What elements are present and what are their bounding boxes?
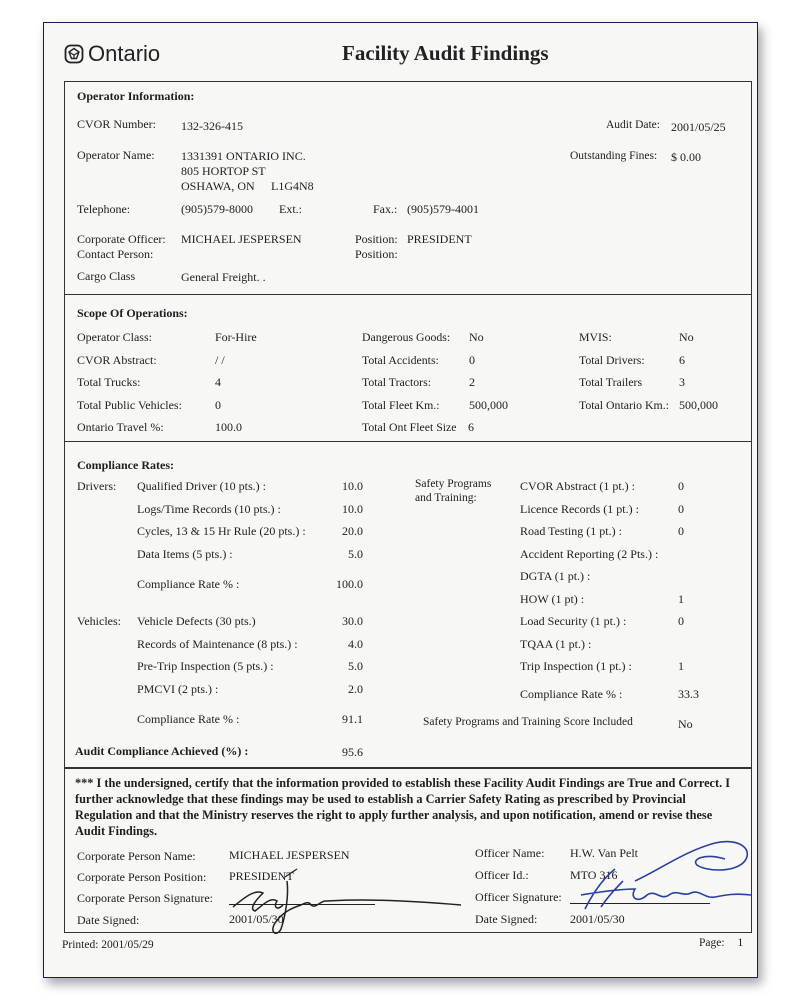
ontario-logo bbox=[64, 41, 160, 67]
driver-item-value: 10.0 bbox=[342, 501, 363, 516]
corp-position-label: Corporate Person Position: bbox=[77, 870, 207, 884]
safety-item-label: HOW (1 pt) : bbox=[520, 591, 585, 606]
printed-label: Printed: bbox=[62, 939, 99, 951]
scope-field-label: Total Accidents: bbox=[362, 352, 439, 367]
safety-item-label: Load Security (1 pt.) : bbox=[520, 614, 627, 628]
safety-item-label: TQAA (1 pt.) : bbox=[520, 636, 592, 651]
scope-field-label: Total Trailers bbox=[579, 375, 643, 389]
cvor-number-label: CVOR Number: bbox=[77, 117, 156, 131]
vehicles-rate-value: 91.1 bbox=[342, 712, 363, 726]
fax-value: (905)579-4001 bbox=[407, 202, 479, 216]
page-number: 1 bbox=[737, 937, 744, 949]
scope-field-label: Total Ont Fleet Size bbox=[362, 420, 457, 434]
officer-signature-image bbox=[565, 829, 751, 919]
safety-programs-label: Safety Programs bbox=[415, 478, 492, 490]
drivers-label: Drivers: bbox=[77, 479, 117, 493]
outstanding-fines-value: $ 0.00 bbox=[671, 150, 701, 164]
certification-section bbox=[64, 767, 752, 933]
scope-field-value: 3 bbox=[679, 375, 685, 389]
corp-date-value: 2001/05/30 bbox=[229, 912, 284, 926]
safety-item-value: 1 bbox=[678, 591, 684, 606]
officer-name-value: H.W. Van Pelt bbox=[570, 846, 639, 860]
audit-compliance-label: Audit Compliance Achieved (%) : bbox=[75, 744, 249, 758]
ext-label: Ext.: bbox=[279, 202, 302, 216]
section-heading: Compliance Rates: bbox=[77, 458, 174, 472]
safety-item-label: CVOR Abstract (1 pt.) : bbox=[520, 479, 635, 493]
scope-field-value: 6 bbox=[679, 352, 685, 367]
compliance-rates-section bbox=[64, 441, 752, 768]
printed-date: 2001/05/29 bbox=[101, 939, 154, 951]
corporate-officer-value: MICHAEL JESPERSEN bbox=[181, 232, 302, 246]
section-heading: Operator Information: bbox=[77, 89, 195, 103]
vehicles-rate-label: Compliance Rate % : bbox=[137, 712, 240, 726]
telephone-label: Telephone: bbox=[77, 202, 131, 216]
audit-date-value: 2001/05/25 bbox=[671, 120, 726, 134]
corp-date-label: Date Signed: bbox=[77, 913, 140, 927]
scope-field-label: Total Trucks: bbox=[77, 375, 141, 389]
drivers-rate-value: 100.0 bbox=[336, 577, 363, 591]
scope-field-value: 6 bbox=[468, 420, 474, 434]
corp-name-value: MICHAEL JESPERSEN bbox=[229, 848, 350, 862]
document-page bbox=[43, 22, 758, 978]
scope-field-label: Total Drivers: bbox=[579, 352, 645, 367]
scope-field-label: Dangerous Goods: bbox=[362, 330, 451, 344]
safety-included-value: No bbox=[678, 717, 693, 731]
address-postal: L1G4N8 bbox=[271, 179, 314, 193]
vehicle-item-label: Pre-Trip Inspection (5 pts.) : bbox=[137, 659, 274, 673]
printed-info bbox=[62, 939, 154, 951]
scope-field-value: For-Hire bbox=[215, 330, 257, 344]
driver-item-value: 20.0 bbox=[342, 524, 363, 538]
cargo-class-label: Cargo Class bbox=[77, 269, 136, 283]
logo-text: Ontario bbox=[88, 41, 161, 66]
safety-rate-value: 33.3 bbox=[678, 687, 699, 701]
page-label: Page: bbox=[699, 937, 725, 949]
contact-position-label: Position: bbox=[355, 247, 398, 261]
safety-rate-label: Compliance Rate % : bbox=[520, 687, 623, 701]
scope-field-value: No bbox=[469, 330, 484, 344]
safety-item-value: 1 bbox=[678, 659, 684, 673]
address-city: OSHAWA, ON bbox=[181, 179, 255, 193]
safety-item-value: 0 bbox=[678, 501, 684, 516]
driver-item-label: Logs/Time Records (10 pts.) : bbox=[137, 501, 281, 516]
driver-item-value: 10.0 bbox=[342, 479, 363, 493]
trillium-icon bbox=[64, 44, 84, 64]
outstanding-fines-label: Outstanding Fines: bbox=[570, 150, 658, 162]
vehicle-item-value: 5.0 bbox=[348, 659, 363, 673]
telephone-value: (905)579-8000 bbox=[181, 202, 253, 216]
corp-signature-label: Corporate Person Signature: bbox=[77, 891, 213, 905]
safety-item-label: DGTA (1 pt.) : bbox=[520, 569, 591, 583]
safety-training-label: and Training: bbox=[415, 492, 477, 504]
scope-field-label: Total Ontario Km.: bbox=[579, 397, 669, 412]
page-info bbox=[699, 937, 743, 949]
officer-id-value: MTO 316 bbox=[570, 868, 618, 882]
scope-field-label: CVOR Abstract: bbox=[77, 352, 157, 367]
scope-field-value: 2 bbox=[469, 375, 475, 389]
scope-field-label: Total Fleet Km.: bbox=[362, 397, 440, 412]
drivers-rate-label: Compliance Rate % : bbox=[137, 577, 240, 591]
scope-field-value: / / bbox=[215, 352, 225, 367]
corp-name-label: Corporate Person Name: bbox=[77, 849, 196, 863]
driver-item-label: Data Items (5 pts.) : bbox=[137, 546, 233, 561]
driver-item-label: Qualified Driver (10 pts.) : bbox=[137, 479, 266, 493]
safety-item-label: Trip Inspection (1 pt.) : bbox=[520, 659, 632, 673]
document-title: Facility Audit Findings bbox=[342, 41, 549, 65]
vehicles-label: Vehicles: bbox=[77, 614, 121, 628]
safety-item-label: Road Testing (1 pt.) : bbox=[520, 524, 622, 538]
scope-field-label: MVIS: bbox=[579, 330, 612, 344]
scope-field-value: 0 bbox=[215, 397, 221, 412]
audit-compliance-value: 95.6 bbox=[342, 745, 363, 759]
operator-name-value: 1331391 ONTARIO INC. bbox=[181, 149, 306, 163]
position-value: PRESIDENT bbox=[407, 232, 472, 246]
position-label: Position: bbox=[355, 232, 398, 246]
section-heading: Scope Of Operations: bbox=[77, 306, 188, 320]
vehicle-item-value: 4.0 bbox=[348, 636, 363, 651]
officer-name-label: Officer Name: bbox=[475, 846, 545, 860]
certification-text: *** I the undersigned, certify that the information provided to establish these Facility Audit Findings are True and Correct. I further acknowledge that these findings may be used to establish a Carrier Safety Rating as prescribed by Provincial Regulation and that the Ministry reserves the right to apply further analysis, and upon notification, amend or revise these Audit Findings. bbox=[75, 776, 731, 838]
address-line1: 805 HORTOP ST bbox=[181, 164, 266, 178]
scope-field-label: Total Tractors: bbox=[362, 375, 431, 389]
scope-field-value: 500,000 bbox=[679, 397, 718, 412]
safety-item-value: 0 bbox=[678, 524, 684, 538]
operator-name-label: Operator Name: bbox=[77, 148, 155, 162]
scope-field-label: Total Public Vehicles: bbox=[77, 397, 182, 412]
scope-field-value: 100.0 bbox=[215, 420, 242, 434]
audit-date-label: Audit Date: bbox=[606, 119, 660, 131]
scope-field-value: No bbox=[679, 330, 694, 344]
fax-label: Fax.: bbox=[373, 202, 398, 216]
safety-included-label: Safety Programs and Training Score Included bbox=[423, 716, 633, 728]
officer-id-label: Officer Id.: bbox=[475, 868, 529, 882]
scope-field-label: Operator Class: bbox=[77, 330, 152, 344]
safety-item-label: Accident Reporting (2 Pts.) : bbox=[520, 546, 659, 561]
scope-field-value: 0 bbox=[469, 352, 475, 367]
vehicle-item-value: 30.0 bbox=[342, 614, 363, 628]
scope-field-value: 4 bbox=[215, 375, 221, 389]
driver-item-value: 5.0 bbox=[348, 546, 363, 561]
vehicle-item-label: Vehicle Defects (30 pts.) bbox=[137, 614, 256, 628]
corporate-officer-label: Corporate Officer: bbox=[77, 232, 166, 246]
officer-signature-label: Officer Signature: bbox=[475, 890, 562, 904]
vehicle-item-label: PMCVI (2 pts.) : bbox=[137, 681, 219, 696]
operator-information-section bbox=[64, 81, 752, 295]
corp-position-value: PRESIDENT bbox=[229, 869, 294, 883]
cargo-class-value: General Freight. . bbox=[181, 270, 266, 284]
scope-field-label: Ontario Travel %: bbox=[77, 420, 164, 434]
safety-item-value: 0 bbox=[678, 479, 684, 493]
scope-of-operations-section bbox=[64, 293, 752, 442]
driver-item-label: Cycles, 13 & 15 Hr Rule (20 pts.) : bbox=[137, 524, 306, 538]
safety-item-label: Licence Records (1 pt.) : bbox=[520, 501, 639, 516]
scope-field-value: 500,000 bbox=[469, 397, 508, 412]
safety-item-value: 0 bbox=[678, 614, 684, 628]
cvor-number-value: 132-326-415 bbox=[181, 119, 243, 133]
officer-date-label: Date Signed: bbox=[475, 912, 538, 926]
vehicle-item-label: Records of Maintenance (8 pts.) : bbox=[137, 636, 298, 651]
vehicle-item-value: 2.0 bbox=[348, 681, 363, 696]
officer-date-value: 2001/05/30 bbox=[570, 912, 625, 926]
contact-person-label: Contact Person: bbox=[77, 247, 154, 261]
